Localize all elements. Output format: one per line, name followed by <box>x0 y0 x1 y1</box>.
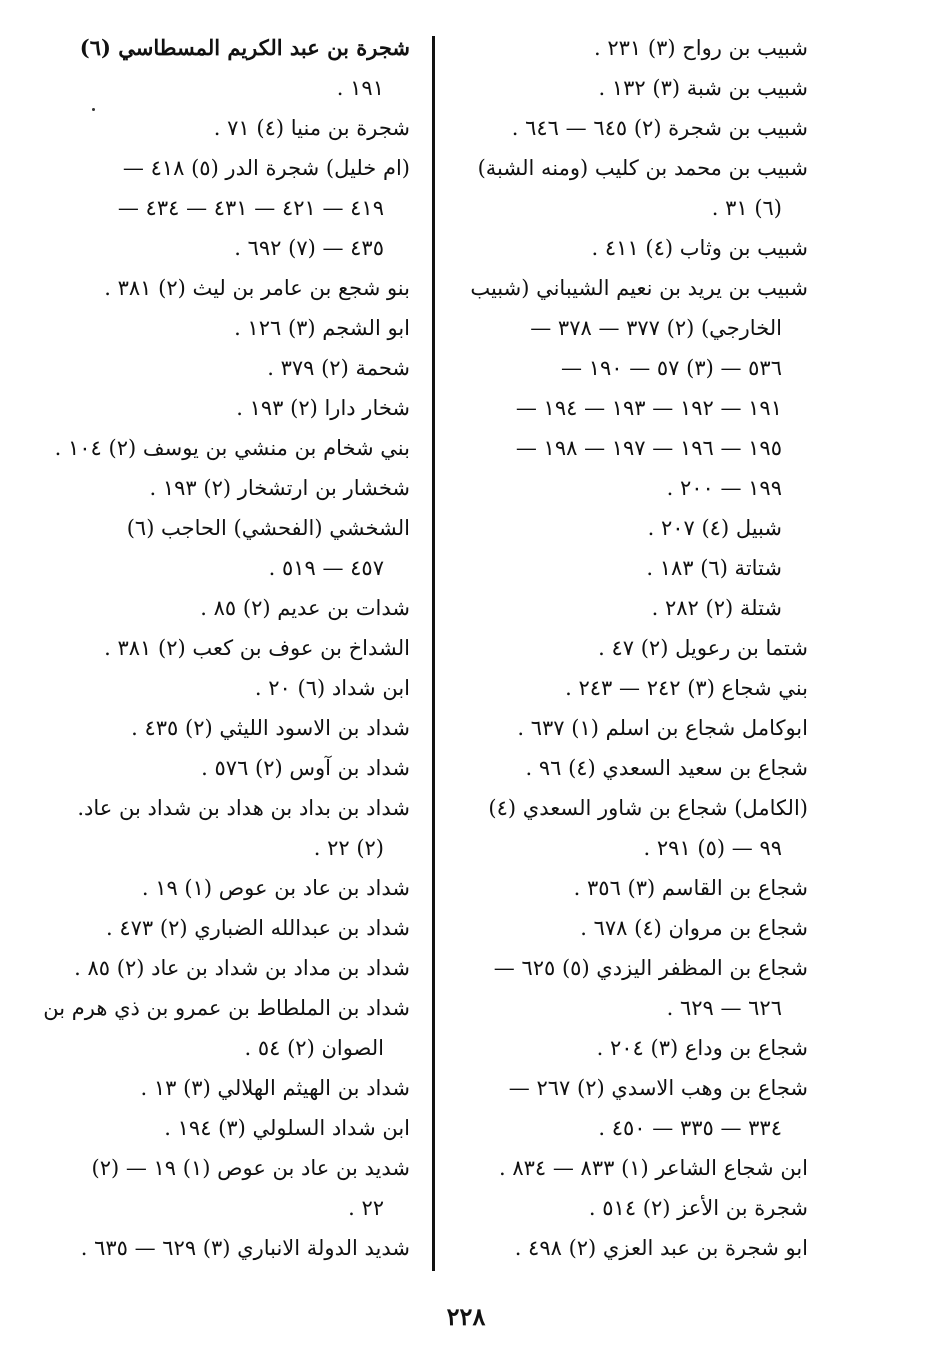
index-entry-line: شحمة (٢) ٣٧٩ . <box>267 356 410 380</box>
index-entry-line: ٢٢ . <box>348 1196 384 1220</box>
index-entry-line: شداد بن عاد بن عوص (١) ١٩ . <box>141 876 410 900</box>
index-entry-line: ٥٣٦ — (٣) ٥٧ — ١٩٠ — <box>561 356 782 380</box>
index-entry-line: ابن شداد (٦) ٢٠ . <box>254 676 410 700</box>
index-entry-line: ابن شجاع الشاعر (١) ٨٣٣ — ٨٣٤ . <box>498 1156 808 1180</box>
index-entry-line: شداد بن مداد بن شداد بن عاد (٢) ٨٥ . <box>74 956 410 980</box>
left-index-column <box>43 28 410 1268</box>
index-entry-line: شديد الدولة الانباري (٣) ٦٢٩ — ٦٣٥ . <box>80 1236 410 1260</box>
index-entry-line: ١٩٩ — ٢٠٠ . <box>666 476 782 500</box>
index-entry-line: بني شخام بن منشي بن يوسف (٢) ١٠٤ . <box>54 436 410 460</box>
index-entry-line: شجاع بن المظفر اليزدي (٥) ٦٢٥ — <box>493 956 808 980</box>
index-entry-line: ابو شجرة بن عبد العزي (٢) ٤٩٨ . <box>514 1236 808 1260</box>
index-entry-line: الشخشي (الفحشي) الحاجب (٦) <box>126 516 410 540</box>
index-entry-line: (٦) ٣١ . <box>711 196 782 220</box>
index-entry-line: شجرة بن منيا (٤) ٧١ . <box>213 116 410 140</box>
index-entry-line: ١٩١ — ١٩٢ — ١٩٣ — ١٩٤ — <box>515 396 782 420</box>
index-entry-line: شخشار بن ارتشخار (٢) ١٩٣ . <box>149 476 410 500</box>
index-entry-line: شتاتة (٦) ١٨٣ . <box>646 556 782 580</box>
index-entry-line: شجاع بن سعيد السعدي (٤) ٩٦ . <box>525 756 808 780</box>
index-entry-line: الصوان (٢) ٥٤ . <box>244 1036 384 1060</box>
index-entry-line: شداد بن الملطاط بن عمرو بن ذي هرم بن <box>43 996 410 1020</box>
index-entry-line: ٤١٩ — ٤٢١ — ٤٣١ — ٤٣٤ — <box>117 196 384 220</box>
index-entry-line: بني شجاع (٣) ٢٤٢ — ٢٤٣ . <box>565 676 808 700</box>
index-entry-line: شجاع بن وداع (٣) ٢٠٤ . <box>596 1036 808 1060</box>
index-entry-line: شبيب بن يريد بن نعيم الشيباني (شبيب <box>470 276 808 300</box>
index-entry-line: شبيب بن وثاب (٤) ٤١١ . <box>591 236 808 260</box>
right-index-column <box>458 28 808 1268</box>
index-entry-line: شبيب بن شبة (٣) ١٣٢ . <box>598 76 808 100</box>
index-entry-line: بنو شجع بن عامر بن ليث (٢) ٣٨١ . <box>104 276 410 300</box>
index-entry-line: شجرة بن الأعز (٢) ٥١٤ . <box>588 1196 808 1220</box>
column-divider <box>432 36 435 1271</box>
index-entry-line: شداد بن عبدالله الضباري (٢) ٤٧٣ . <box>106 916 410 940</box>
index-entry-line: ابن شداد السلولي (٣) ١٩٤ . <box>164 1116 410 1140</box>
index-entry-line: شدات بن عديم (٢) ٨٥ . <box>200 596 410 620</box>
index-entry-line: ٩٩ — (٥) ٢٩١ . <box>643 836 782 860</box>
index-entry-line: شجاع بن وهب الاسدي (٢) ٢٦٧ — <box>508 1076 808 1100</box>
index-entry-line: شجاع بن القاسم (٣) ٣٥٦ . <box>573 876 808 900</box>
index-entry-line: شتما بن رعويل (٢) ٤٧ . <box>598 636 808 660</box>
index-entry-line: شبيب بن رواح (٣) ٢٣١ . <box>594 36 808 60</box>
index-entry-line: شبيب بن شجرة (٢) ٦٤٥ — ٦٤٦ . <box>511 116 808 140</box>
index-entry-line: ٣٣٤ — ٣٣٥ — ٤٥٠ . <box>598 1116 782 1140</box>
index-entry-line: شديد بن عاد بن عوص (١) ١٩ — (٢) <box>91 1156 410 1180</box>
index-entry-line: (٢) ٢٢ . <box>313 836 384 860</box>
index-entry-line: شجرة بن عبد الكريم المسطاسي (٦) <box>79 35 410 60</box>
index-entry-line: شداد بن الهيثم الهلالي (٣) ١٣ . <box>140 1076 410 1100</box>
index-entry-line: ابوكامل شجاع بن اسلم (١) ٦٣٧ . <box>517 716 808 740</box>
index-entry-line: شداد بن بداد بن هداد بن شداد بن عاد. <box>77 796 410 820</box>
index-entry-line: شخار دارا (٢) ١٩٣ . <box>236 396 410 420</box>
index-entry-line: ٦٢٦ — ٦٢٩ . <box>666 996 782 1020</box>
index-entry-line: الشداخ بن عوف بن كعب (٢) ٣٨١ . <box>104 636 410 660</box>
index-entry-line: شبيل (٤) ٢٠٧ . <box>647 516 782 540</box>
index-entry-line: الخارجي) (٢) ٣٧٧ — ٣٧٨ — <box>530 316 782 340</box>
index-entry-line: ابو الشجم (٣) ١٢٦ . <box>234 316 410 340</box>
index-entry-line: شداد بن آوس (٢) ٥٧٦ . <box>201 756 410 780</box>
index-entry-line: ٤٣٥ — (٧) ٦٩٢ . <box>234 236 384 260</box>
index-entry-line: شجاع بن مروان (٤) ٦٧٨ . <box>580 916 808 940</box>
index-entry-line: ١٩٥ — ١٩٦ — ١٩٧ — ١٩٨ — <box>515 436 782 460</box>
index-entry-line: ١٩١ . <box>336 76 384 100</box>
index-entry-line: شبيب بن محمد بن كليب (ومنه الشبة) <box>477 156 808 180</box>
index-entry-line: شتلة (٢) ٢٨٢ . <box>651 596 782 620</box>
index-entry-line: شداد بن الاسود الليثي (٢) ٤٣٥ . <box>131 716 410 740</box>
index-entry-line: (ام خليل) شجرة الدر (٥) ٤١٨ — <box>122 156 410 180</box>
index-entry-line: ٤٥٧ — ٥١٩ . <box>268 556 384 580</box>
index-entry-line: (الكامل) شجاع بن شاور السعدي (٤) <box>488 796 808 820</box>
page-number: ٢٢٨ <box>446 1302 486 1331</box>
